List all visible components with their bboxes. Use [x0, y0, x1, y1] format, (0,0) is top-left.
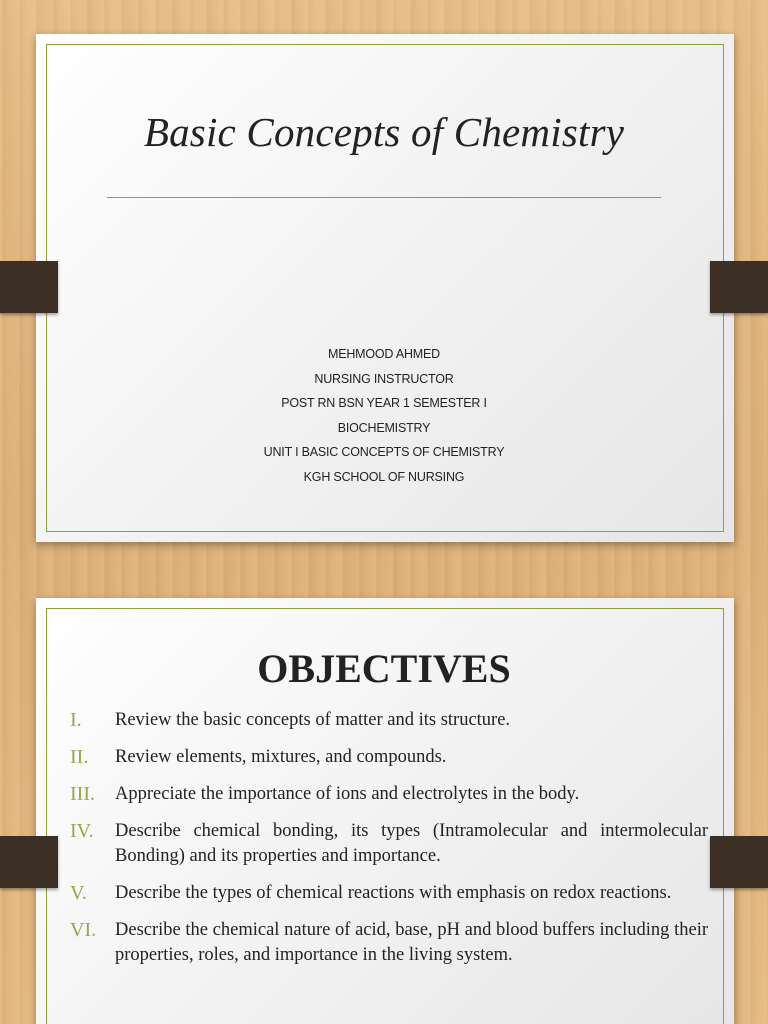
- info-line: BIOCHEMISTRY: [337, 420, 431, 435]
- slide-title: Basic Concepts of Chemistry: [143, 109, 625, 155]
- roman-numeral: V.: [70, 882, 87, 904]
- roman-numeral: II.: [70, 746, 89, 768]
- title-underline: [107, 197, 661, 198]
- objective-text: Describe the types of chemical reactions with emphasis on redox reactions.: [115, 883, 672, 903]
- roman-numeral: IV.: [70, 820, 94, 842]
- objective-text: Review elements, mixtures, and compounds.: [115, 747, 447, 767]
- author-info: [0, 342, 768, 490]
- list-item: [70, 782, 708, 807]
- binder-clip-right: [710, 261, 768, 313]
- info-line: KGH SCHOOL OF NURSING: [303, 469, 465, 484]
- info-line: UNIT I BASIC CONCEPTS OF CHEMISTRY: [263, 445, 505, 460]
- roman-numeral: III.: [70, 783, 95, 805]
- roman-numeral: I.: [70, 709, 82, 731]
- objective-text: Describe chemical bonding, its types (Intramolecular and intermolecular Bonding) and its properties and importance.: [115, 821, 708, 866]
- binder-clip-left: [0, 261, 58, 313]
- list-item: [70, 708, 708, 733]
- info-line: POST RN BSN YEAR 1 SEMESTER I: [281, 396, 487, 411]
- objective-text: Describe the chemical nature of acid, base, pH and blood buffers including their properties, roles, and importance in the living system.: [115, 920, 708, 965]
- objective-text: Appreciate the importance of ions and electrolytes in the body.: [115, 784, 580, 804]
- objectives-heading: OBJECTIVES: [257, 646, 511, 691]
- objectives-list: [70, 708, 708, 980]
- objective-text: Review the basic concepts of matter and its structure.: [115, 710, 511, 730]
- info-line: MEHMOOD AHMED: [328, 347, 440, 361]
- binder-clip-left: [0, 836, 58, 888]
- list-item: [70, 819, 708, 869]
- binder-clip-right: [710, 836, 768, 888]
- list-item: [70, 745, 708, 770]
- list-item: [70, 881, 708, 906]
- list-item: [70, 918, 708, 968]
- roman-numeral: VI.: [70, 919, 97, 941]
- info-line: NURSING INSTRUCTOR: [314, 371, 454, 386]
